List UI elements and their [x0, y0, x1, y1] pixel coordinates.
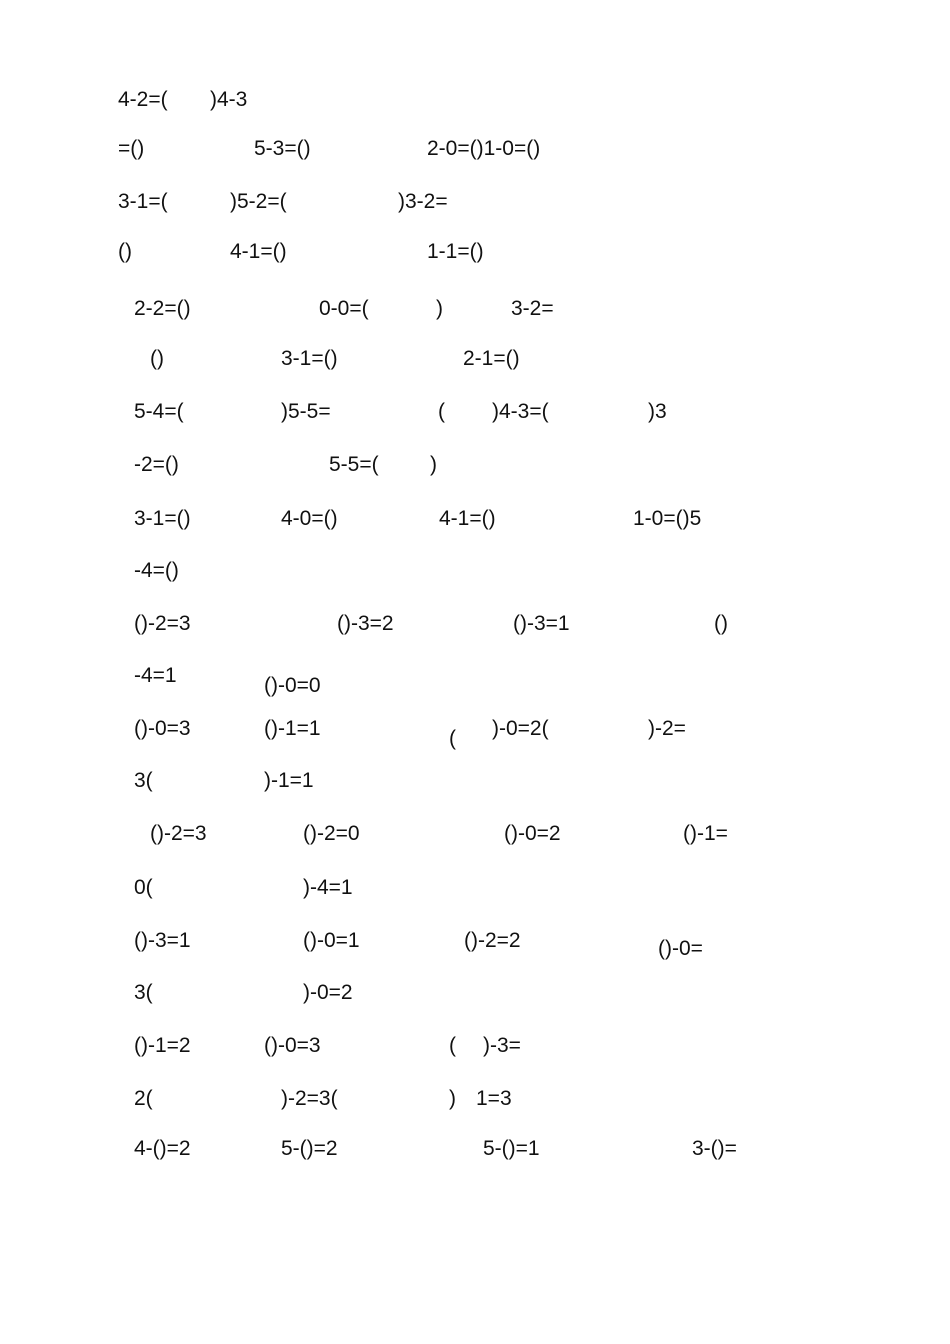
equation: 3-2= [511, 297, 554, 320]
equation: () [118, 240, 132, 263]
equation: )-2= [648, 717, 686, 740]
equation: ()-1= [683, 822, 728, 845]
equation: 3( [134, 981, 153, 1004]
equation: )5-2=( [230, 190, 287, 213]
equation: -4=1 [134, 664, 177, 687]
equation: ) [430, 453, 437, 476]
equation: =() [118, 137, 145, 160]
worksheet-line [0, 663, 950, 703]
equation: 1-0=()5 [633, 507, 702, 530]
equation: ()-3=2 [337, 612, 394, 635]
equation: ) [436, 297, 443, 320]
equation: ()-2=3 [150, 822, 207, 845]
worksheet-line [0, 346, 950, 386]
equation: 4-1=() [230, 240, 287, 263]
equation: 2-1=() [463, 347, 520, 370]
equation: )-2=3( [281, 1087, 338, 1110]
equation: ()-2=0 [303, 822, 360, 845]
equation: ()-0=0 [264, 674, 321, 697]
equation: ()-0=3 [264, 1034, 321, 1057]
equation: ()-0=2 [504, 822, 561, 845]
worksheet-line [0, 558, 950, 598]
equation: 5-()=1 [483, 1137, 540, 1160]
equation: )3-2= [398, 190, 448, 213]
equation: ) [449, 1087, 456, 1110]
equation: ()-0=1 [303, 929, 360, 952]
equation: )-3= [483, 1034, 521, 1057]
worksheet-line [0, 928, 950, 968]
equation: ()-3=1 [513, 612, 570, 635]
equation: )4-3=( [492, 400, 549, 423]
worksheet-line [0, 611, 950, 651]
equation: ()-2=2 [464, 929, 521, 952]
equation: )-0=2 [303, 981, 353, 1004]
worksheet-line [0, 136, 950, 176]
worksheet-line [0, 1136, 950, 1176]
equation: )5-5= [281, 400, 331, 423]
equation: -4=() [134, 559, 179, 582]
equation: 5-3=() [254, 137, 311, 160]
worksheet-line [0, 87, 950, 127]
equation: 3-1=() [281, 347, 338, 370]
equation: ()-3=1 [134, 929, 191, 952]
equation: 1=3 [476, 1087, 512, 1110]
equation: 4-0=() [281, 507, 338, 530]
equation: 1-1=() [427, 240, 484, 263]
equation: 4-()=2 [134, 1137, 191, 1160]
equation: 2( [134, 1087, 153, 1110]
equation: 2-0=()1-0=() [427, 137, 541, 160]
worksheet-line [0, 239, 950, 279]
worksheet-line [0, 452, 950, 492]
equation: 0( [134, 876, 153, 899]
equation: ()-2=3 [134, 612, 191, 635]
equation: ()-0= [658, 937, 703, 960]
equation: ( [449, 727, 456, 750]
worksheet-line [0, 768, 950, 808]
worksheet-line [0, 399, 950, 439]
equation: 4-2=( [118, 88, 168, 111]
worksheet-line [0, 1033, 950, 1073]
equation: 0-0=( [319, 297, 369, 320]
equation: 3-()= [692, 1137, 737, 1160]
equation: 5-()=2 [281, 1137, 338, 1160]
worksheet-line [0, 875, 950, 915]
worksheet-line [0, 189, 950, 229]
equation: 4-1=() [439, 507, 496, 530]
equation: )4-3 [210, 88, 248, 111]
equation: ( [449, 1034, 456, 1057]
equation: 2-2=() [134, 297, 191, 320]
equation: 3-1=( [118, 190, 168, 213]
equation: )-0=2( [492, 717, 549, 740]
equation: ( [438, 400, 445, 423]
equation: 5-5=( [329, 453, 379, 476]
worksheet-line [0, 296, 950, 336]
worksheet-line [0, 821, 950, 861]
worksheet-line [0, 980, 950, 1020]
equation: ()-1=2 [134, 1034, 191, 1057]
equation: 3( [134, 769, 153, 792]
equation: () [150, 347, 164, 370]
equation: 3-1=() [134, 507, 191, 530]
worksheet-line [0, 716, 950, 756]
equation: ()-0=3 [134, 717, 191, 740]
equation: () [714, 612, 728, 635]
worksheet-line [0, 506, 950, 546]
equation: 5-4=( [134, 400, 184, 423]
equation: )3 [648, 400, 667, 423]
equation: )-4=1 [303, 876, 353, 899]
equation: ()-1=1 [264, 717, 321, 740]
worksheet-line [0, 1086, 950, 1126]
equation: -2=() [134, 453, 179, 476]
equation: )-1=1 [264, 769, 314, 792]
